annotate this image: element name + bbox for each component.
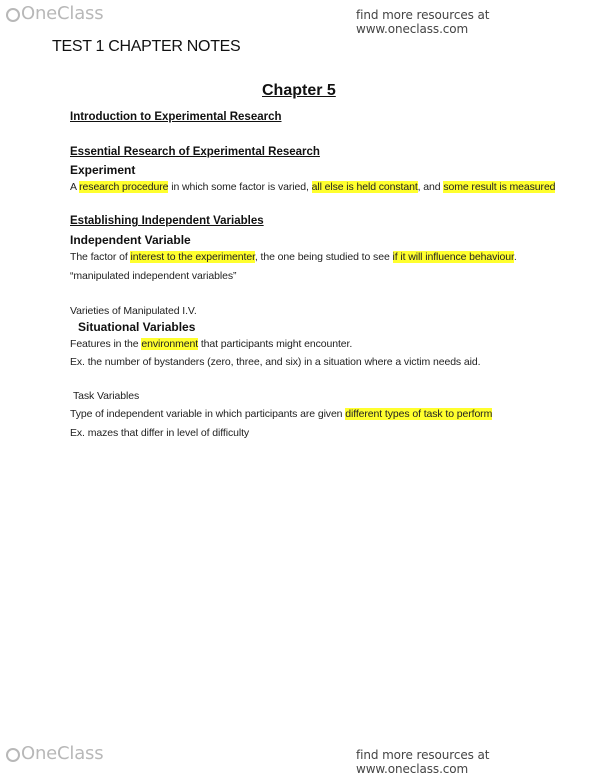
highlighted-text: interest to the experimenter [130,251,255,263]
situational-variables-heading: Situational Variables [78,320,196,334]
highlighted-text: different types of task to perform [345,408,493,420]
independent-variable-definition [70,251,517,263]
text-run: that participants might encounter. [198,338,353,350]
text-run: Type of independent variable in which participants are given [70,408,346,420]
task-example: Ex. mazes that differ in level of difficulty [70,427,250,439]
document-title: TEST 1 CHAPTER NOTES [52,38,241,55]
essential-heading: Essential Research of Experimental Research [70,146,320,158]
text-run: , and [417,181,444,193]
oneclass-logo-text: OneClass [21,3,104,24]
chapter-heading: Chapter 5 [262,82,336,99]
text-run: . [513,251,517,263]
text-run: , the one being studied to see [254,251,393,263]
situational-example: Ex. the number of bystanders (zero, three, and six) in a situation where a victim needs aid. [70,356,481,368]
text-run: A [70,181,80,193]
text-run: in which some factor is varied, [168,181,312,193]
highlighted-text: research procedure [79,181,169,193]
experiment-definition [70,181,555,193]
oneclass-logo-icon [6,748,20,762]
text-run: Features in the [70,338,142,350]
establishing-heading: Establishing Independent Variables [70,215,264,227]
oneclass-logo-header [6,5,103,23]
task-definition [70,408,492,420]
oneclass-logo-icon [6,8,20,22]
situational-definition [70,338,352,350]
oneclass-logo-footer [6,745,103,763]
independent-variable-note: “manipulated independent variables” [70,270,237,282]
task-variables-heading: Task Variables [73,390,140,402]
intro-heading: Introduction to Experimental Research [70,111,282,123]
highlighted-text: if it will influence behaviour [392,251,514,263]
independent-variable-heading: Independent Variable [70,233,191,247]
varieties-label: Varieties of Manipulated I.V. [70,305,197,317]
highlighted-text: some result is measured [443,181,556,193]
experiment-heading: Experiment [70,163,136,177]
footer-tagline[interactable]: find more resources at www.oneclass.com [356,748,490,776]
oneclass-logo-text: OneClass [21,743,104,764]
highlighted-text: all else is held constant [311,181,418,193]
header-tagline[interactable]: find more resources at www.oneclass.com [356,8,490,36]
highlighted-text: environment [141,338,199,350]
text-run: The factor of [70,251,131,263]
